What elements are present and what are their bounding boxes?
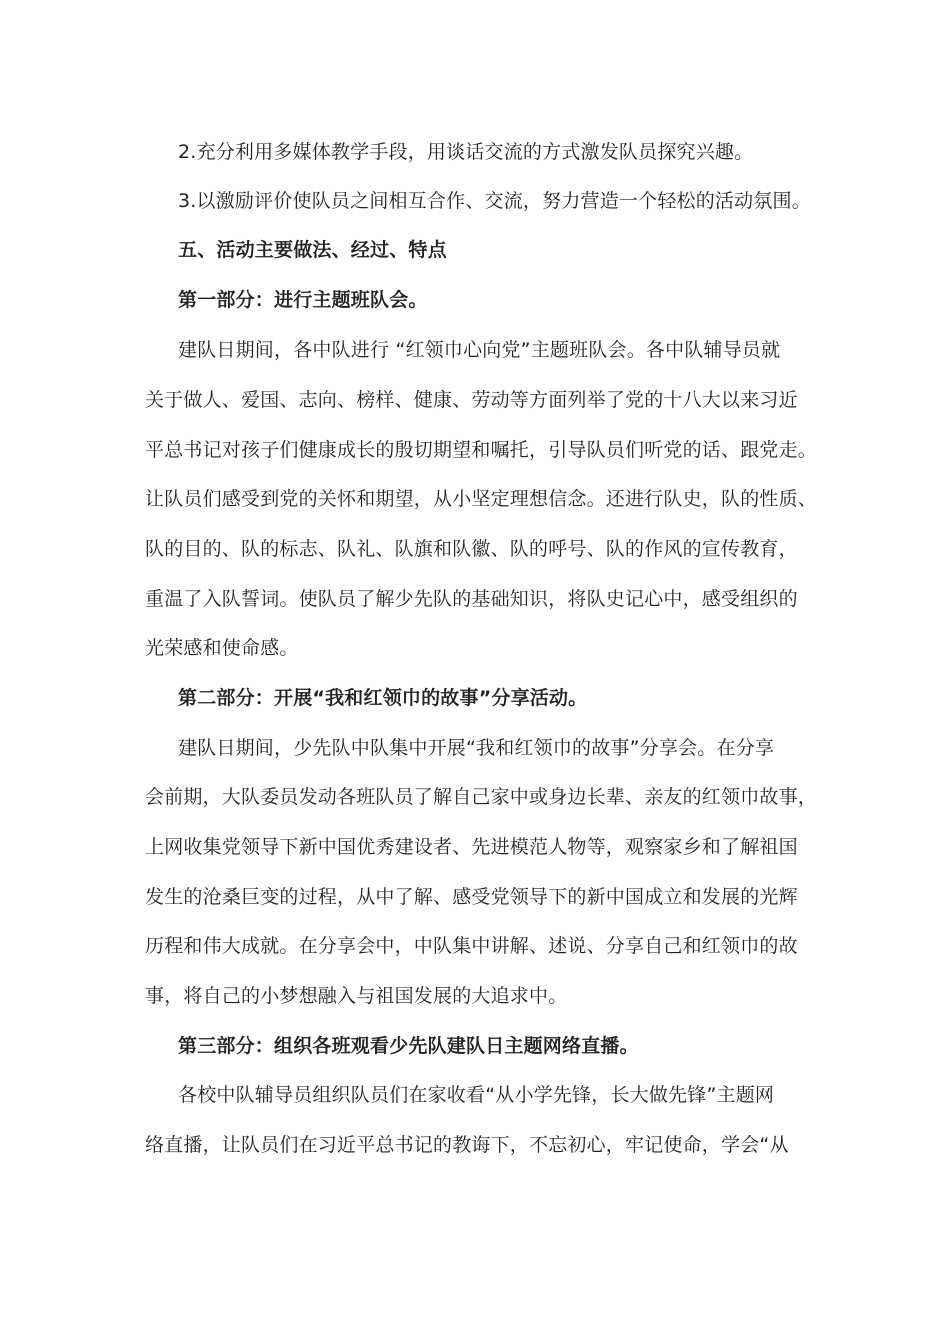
paragraph-line: 发生的沧桑巨变的过程，从中了解、感受党领导下的新中国成立和发展的光辉 xyxy=(145,886,798,908)
part-three-heading: 第三部分：组织各班观看少先队建队日主题网络直播。 xyxy=(178,1035,639,1057)
list-item-3: 3.以激励评价使队员之间相互合作、交流，努力营造一个轻松的活动氛围。 xyxy=(178,190,811,212)
paragraph-line: 建队日期间，少先队中队集中开展“我和红领巾的故事”分享会。在分享 xyxy=(178,737,775,759)
paragraph-line: 让队员们感受到党的关怀和期望，从小坚定理想信念。还进行队史，队的性质、 xyxy=(145,488,818,510)
paragraph-line: 建队日期间，各中队进行 “红领巾心向党”主题班队会。各中队辅导员就 xyxy=(178,339,781,361)
section-heading: 五、活动主要做法、经过、特点 xyxy=(178,239,447,261)
paragraph-line: 历程和伟大成就。在分享会中，中队集中讲解、述说、分享自己和红领巾的故 xyxy=(145,935,798,957)
paragraph-line: 光荣感和使命感。 xyxy=(145,637,299,659)
paragraph-line: 重温了入队誓词。使队员了解少先队的基础知识，将队史记心中，感受组织的 xyxy=(145,588,798,610)
paragraph-line: 各校中队辅导员组织队员们在家收看“从小学先锋，长大做先锋”主题网 xyxy=(178,1084,775,1106)
paragraph-line: 络直播，让队员们在习近平总书记的教诲下，不忘初心，牢记使命，学会“从 xyxy=(145,1134,789,1156)
paragraph-line: 会前期，大队委员发动各班队员了解自己家中或身边长辈、亲友的红领巾故事， xyxy=(145,786,818,808)
part-two-heading: 第二部分：开展“我和红领巾的故事”分享活动。 xyxy=(178,687,588,709)
paragraph-line: 队的目的、队的标志、队礼、队旗和队徽、队的呼号、队的作风的宣传教育， xyxy=(145,538,798,560)
paragraph-line: 上网收集党领导下新中国优秀建设者、先进模范人物等，观察家乡和了解祖国 xyxy=(145,836,798,858)
part-one-heading: 第一部分：进行主题班队会。 xyxy=(178,289,428,311)
paragraph-line: 事，将自己的小梦想融入与祖国发展的大追求中。 xyxy=(145,985,568,1007)
paragraph-line: 平总书记对孩子们健康成长的殷切期望和嘱托，引导队员们听党的话、跟党走。 xyxy=(145,439,818,461)
list-item-2: 2.充分利用多媒体教学手段，用谈话交流的方式激发队员探究兴趣。 xyxy=(178,141,754,163)
paragraph-line: 关于做人、爱国、志向、榜样、健康、劳动等方面列举了党的十八大以来习近 xyxy=(145,389,798,411)
